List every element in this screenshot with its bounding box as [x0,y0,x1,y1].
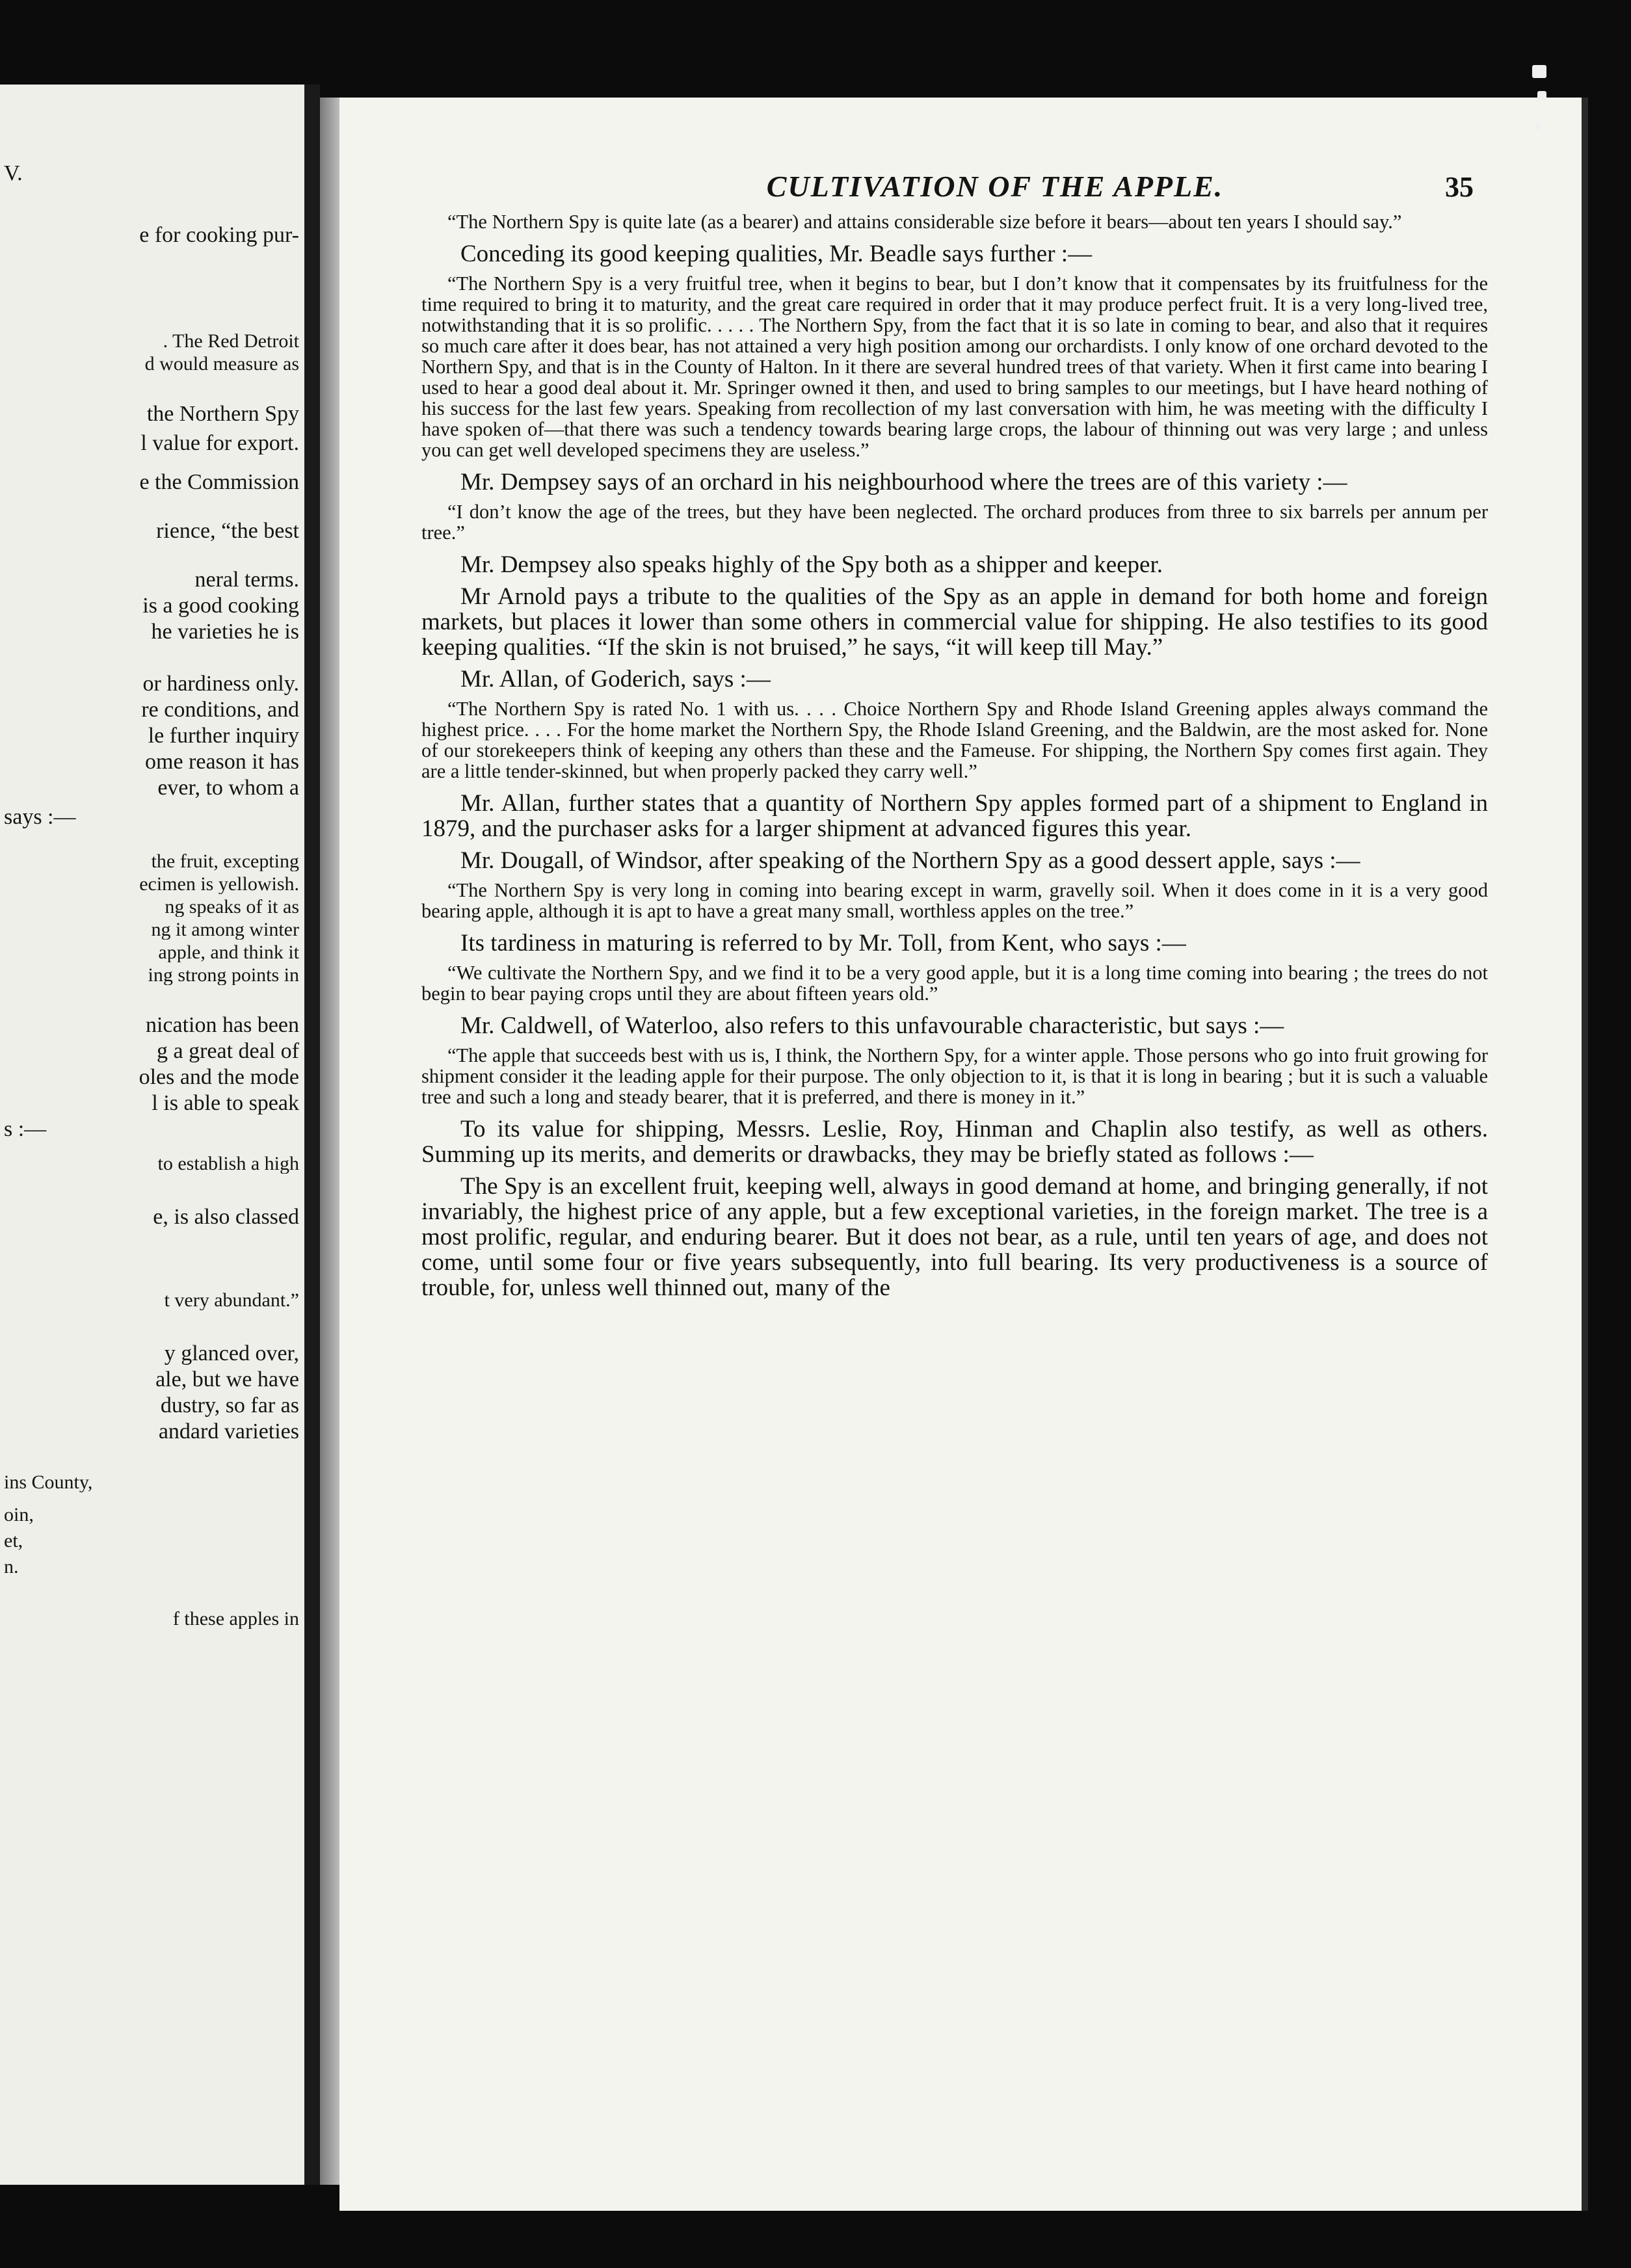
quotation-paragraph: “We cultivate the Northern Spy, and we find it to be a very good apple, but it is a long time coming into bearing ; the trees do not begin to bear paying crops until they are about fifteen years old.” [421,962,1488,1005]
left-page-text-fragment: e for cooking pur- [139,224,299,246]
body-paragraph: Conceding its good keeping qualities, Mr. Beadle says further :— [460,241,1093,267]
body-paragraph: Mr. Dempsey also speaks highly of the Spy both as a shipper and keeper. [460,551,1163,578]
book-spine [320,98,339,2185]
left-page-text-fragment: ing strong points in [148,966,299,985]
left-page-text-fragment: et, [4,1531,23,1551]
body-text [421,211,1488,1307]
quotation-paragraph: “The Northern Spy is quite late (as a bearer) and attains considerable size before it bears—about ten years I should say.” [447,211,1402,233]
body-paragraph: Mr. Allan, of Goderich, says :— [460,666,771,692]
left-page-text-fragment: is a good cooking [142,595,299,617]
left-page-text-fragment: e, is also classed [153,1206,299,1228]
body-paragraph: Mr Arnold pays a tribute to the qualities of the Spy as an apple in demand for both home and foreign markets, but places it lower than some others in commercial value for shipping. He also testifies to its good keeping qualities. “If the skin is not bruised,” he says, “it will keep till May.” [421,583,1488,661]
left-page-text-fragment: l is able to speak [152,1092,299,1114]
body-paragraph: Mr. Allan, further states that a quantity of Northern Spy apples formed part of a shipment to England in 1879, and the purchaser asks for a larger shipment at advanced figures this year. [421,790,1488,842]
left-page-text-fragment: ever, to whom a [157,777,299,799]
left-page-text-fragment: t very abundant.” [164,1291,299,1310]
left-page-text-fragment: dustry, so far as [160,1395,299,1417]
body-paragraph: Its tardiness in maturing is referred to by Mr. Toll, from Kent, who says :— [460,930,1186,956]
left-page-text-fragment: e the Commission [139,471,299,494]
book-gutter-shadow [304,85,320,2185]
left-page-text-fragment: nication has been [145,1014,299,1036]
quotation-paragraph: “I don’t know the age of the trees, but they have been neglected. The orchard produces from three to six barrels per annum per tree.” [421,501,1488,544]
left-page-text-fragment: ome reason it has [145,751,299,773]
left-page-text-fragment: andard varieties [158,1421,299,1443]
left-page-text-fragment: oin, [4,1505,34,1525]
left-page-text-fragment: ins County, [4,1473,93,1492]
left-page-text-fragment: ale, but we have [155,1369,299,1391]
body-paragraph: Mr. Dempsey says of an orchard in his neighbourhood where the trees are of this variety :— [460,469,1347,495]
left-page-text-fragment: the fruit, excepting [151,852,299,871]
left-page-text-fragment: neral terms. [194,569,299,591]
body-paragraph: Mr. Caldwell, of Waterloo, also refers to this unfavourable characteristic, but says :— [460,1012,1284,1039]
left-page-text-fragment: g a great deal of [157,1040,299,1062]
left-page-text-fragment: he varieties he is [151,621,299,643]
quotation-paragraph: “The Northern Spy is a very fruitful tree, when it begins to bear, but I don’t know that it compensates by its fruitfulness for the time required to bring it to maturity, and the great care required in order that it may produce perfect fruit. It is a very long-lived tree, notwithstanding that it is so prolific. . . . . The Northern Spy, from the fact that it is so late in coming to bear, and also that it requires so much care after it does bear, has not attained a very high position among our orchardists. I only know of one orchard devoted to the Northern Spy, and that is in the County of Halton. In it there are several hundred trees of that variety. When it first came into bearing I used to hear a good deal about it. Mr. Springer owned it then, and used to bring samples to our meetings, but I have heard nothing of his success for the last few years. Speaking from recollection of my last conversation with him, he was meeting with the difficulty I have spoken of—that there was such a tendency towards bearing large crops, the labour of thinning out was very large ; and unless you can get well developed specimens they are useless.” [421,272,1488,461]
quotation-paragraph: “The Northern Spy is rated No. 1 with us. . . . Choice Northern Spy and Rhode Island Greening apples always command the highest price. . . . For the home market the Northern Spy, the Rhode Island Greening, and the Baldwin, are the most asked for. None of our storekeepers think of keeping any others than these and the Fameuse. For shipping, the Northern Spy comes first again. They are a little tender-skinned, but when properly packed they carry well.” [421,698,1488,782]
scan-mark [1532,65,1546,78]
left-page-text-fragment: the Northern Spy [146,403,299,425]
scan-mark [1537,91,1546,100]
left-page-text-fragment: l value for export. [140,432,299,455]
left-page-text-fragment: n. [4,1557,19,1577]
left-page-text-fragment: V. [4,163,23,185]
left-page-text-fragment: ng speaks of it as [165,897,299,917]
running-head: CULTIVATION OF THE APPLE. [766,170,1224,203]
left-page-text-fragment: f these apples in [172,1609,299,1629]
body-paragraph: Mr. Dougall, of Windsor, after speaking of the Northern Spy as a good dessert apple, says :— [460,847,1360,874]
quotation-paragraph: “The Northern Spy is very long in coming into bearing except in warm, gravelly soil. When it does come in it is a very good bearing apple, although it is apt to have a great many small, worthless apples on the tree.” [421,879,1488,922]
left-page-text-fragment: . The Red Detroit [163,332,299,351]
left-page-text-fragment: to establish a high [157,1154,299,1174]
body-paragraph: The Spy is an excellent fruit, keeping well, always in good demand at home, and bringing generally, if not invariably, the highest price of any apple, but a few exceptional varieties, in the foreign market. The tree is a most prolific, regular, and enduring bearer. But it does not bear, as a rule, until ten years of age, and does not come, until some four or five years subsequently, into full bearing. Its very productiveness is a source of trouble, for, unless well thinned out, many of the [421,1173,1488,1301]
left-page-fragment [0,85,304,2185]
left-page-text-fragment: oles and the mode [139,1066,299,1088]
left-page-text-fragment: says :— [4,806,76,828]
page-number: 35 [1445,171,1474,203]
left-page-text-fragment: d would measure as [144,354,299,374]
left-page-text-fragment: or hardiness only. [142,673,299,695]
left-page-text-fragment: apple, and think it [158,943,299,962]
left-page-text-fragment: ng it among winter [151,920,299,940]
left-page-text-fragment: rience, “the best [156,520,299,542]
page-edge [1582,98,1588,2211]
left-page-text-fragment: y glanced over, [164,1343,299,1365]
left-page-text-fragment: ecimen is yellowish. [139,875,299,894]
left-page-text-fragment: re conditions, and [141,699,299,721]
body-paragraph: To its value for shipping, Messrs. Leslie, Roy, Hinman and Chaplin also testify, as well as others. Summing up its merits, and demerits or drawbacks, they may be briefly stated as follows :— [421,1116,1488,1168]
scan-mark [1535,124,1541,130]
quotation-paragraph: “The apple that succeeds best with us is, I think, the Northern Spy, for a winter apple. Those persons who go into fruit growing for shipment consider it the leading apple for their purpose. The only objection to it, is that it is long in bearing ; but it is such a valuable tree and such a long and steady bearer, that it is preferred, and there is money in it.” [421,1044,1488,1108]
left-page-text-fragment: s :— [4,1118,47,1141]
left-page-text-fragment: le further inquiry [148,725,299,747]
